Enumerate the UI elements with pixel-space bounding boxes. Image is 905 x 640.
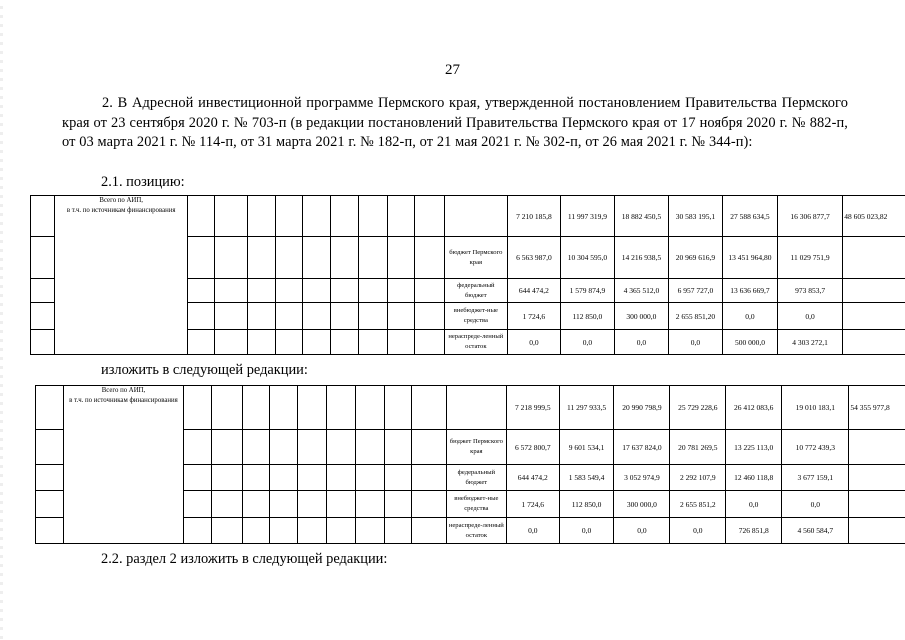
value-cell: 4 303 272,1 (777, 330, 842, 355)
value-cell: 1 724,6 (506, 491, 559, 518)
section-label: 2.2. раздел 2 изложить в следующей редакции: (101, 551, 388, 567)
table-cell (355, 491, 384, 518)
value-cell: 10 304 595,0 (560, 237, 614, 279)
table-cell (269, 491, 297, 518)
value-cell: 0,0 (506, 518, 559, 544)
value-cell: 6 572 800,7 (506, 430, 559, 465)
table-cell (411, 465, 446, 491)
table-cell (303, 196, 331, 237)
source-cell: нераспреде-ленный остаток (444, 330, 507, 355)
value-cell: 4 365 512,0 (614, 279, 668, 303)
table-cell (411, 386, 446, 430)
table-cell (303, 303, 331, 330)
value-cell: 500 000,0 (722, 330, 777, 355)
table-cell (269, 430, 297, 465)
value-cell: 2 655 851,2 (670, 491, 726, 518)
table-cell (387, 303, 415, 330)
source-cell: бюджет Пермского края (446, 430, 506, 465)
table-cell (36, 386, 64, 430)
table-cell (411, 518, 446, 544)
table-cell (187, 303, 215, 330)
value-cell: 1 724,6 (507, 303, 560, 330)
source-cell (446, 386, 506, 430)
table-cell (31, 237, 55, 279)
table-cell (36, 465, 64, 491)
table-cell (215, 303, 248, 330)
table-cell (36, 430, 64, 465)
value-cell: 973 853,7 (777, 279, 842, 303)
value-cell: 13 225 113,0 (726, 430, 782, 465)
table-cell (215, 196, 248, 237)
table-cell (849, 465, 905, 491)
value-cell: 11 997 319,9 (560, 196, 614, 237)
value-cell: 0,0 (668, 330, 722, 355)
table-cell (355, 465, 384, 491)
table-cell (359, 279, 388, 303)
new-edition-label: изложить в следующей редакции: (101, 362, 308, 378)
table-cell (31, 303, 55, 330)
value-cell: 4 560 584,7 (782, 518, 849, 544)
table-cell (187, 279, 215, 303)
table-cell (248, 279, 276, 303)
value-cell: 0,0 (614, 518, 670, 544)
table-cell (248, 196, 276, 237)
table-cell (211, 491, 242, 518)
value-cell: 20 990 798,9 (614, 386, 670, 430)
value-cell: 14 216 938,5 (614, 237, 668, 279)
table-cell (359, 330, 388, 355)
value-cell: 644 474,2 (506, 465, 559, 491)
position-label: 2.1. позицию: (101, 174, 185, 190)
value-cell: 0,0 (777, 303, 842, 330)
table-cell (303, 330, 331, 355)
table-cell (242, 465, 269, 491)
value-cell: 25 729 228,6 (670, 386, 726, 430)
table-cell (248, 237, 276, 279)
table-cell (411, 491, 446, 518)
value-cell: 10 772 439,3 (782, 430, 849, 465)
table-cell (384, 386, 411, 430)
table-cell (355, 386, 384, 430)
new-position-table (35, 385, 905, 544)
table-cell (187, 237, 215, 279)
source-cell (444, 196, 507, 237)
table-cell (330, 279, 359, 303)
table-cell (326, 491, 355, 518)
table-cell (242, 491, 269, 518)
value-cell: 726 851,8 (726, 518, 782, 544)
table-row (31, 196, 905, 237)
table-cell (269, 465, 297, 491)
table-row (36, 386, 905, 430)
intro-paragraph: 2. В Адресной инвестиционной программе Пермского края, утвержденной постановлением Правительства Пермского края от 23 сентября 2020 г. № 703-п (в редакции постановлений Правительства Пермского края от 17 ноября 2020 г. № 882-п, от 03 марта 2021 г. № 114-п, от 31 марта 2021 г. № 182-п, от 21 мая 2021 г. № 302-п, от 26 мая 2021 г. № 344-п): (62, 95, 848, 150)
value-cell: 0,0 (722, 303, 777, 330)
total-value-cell: 54 355 977,8 (849, 386, 905, 430)
table-cell (326, 465, 355, 491)
value-cell: 112 850,0 (560, 303, 614, 330)
table-cell (384, 465, 411, 491)
table-cell (359, 196, 388, 237)
table-cell (415, 303, 445, 330)
value-cell: 0,0 (670, 518, 726, 544)
value-cell: 0,0 (507, 330, 560, 355)
table-cell (303, 279, 331, 303)
table-cell (326, 430, 355, 465)
value-cell: 30 583 195,1 (668, 196, 722, 237)
value-cell: 0,0 (614, 330, 668, 355)
table-cell (384, 491, 411, 518)
table-cell (211, 518, 242, 544)
source-cell: внебюджет-ные средства (444, 303, 507, 330)
value-cell: 2 655 851,20 (668, 303, 722, 330)
table-cell (843, 303, 905, 330)
table-cell (242, 518, 269, 544)
value-cell: 300 000,0 (614, 303, 668, 330)
table-cell (359, 303, 388, 330)
value-cell: 3 052 974,9 (614, 465, 670, 491)
value-cell: 6 563 987,0 (507, 237, 560, 279)
table-cell (184, 386, 212, 430)
table-cell (36, 491, 64, 518)
table-cell (387, 237, 415, 279)
table-cell (303, 237, 331, 279)
source-cell: федеральный бюджет (444, 279, 507, 303)
total-value-cell: 48 605 023,82 (843, 196, 905, 237)
table-cell (297, 491, 326, 518)
table-cell (275, 303, 303, 330)
value-cell: 644 474,2 (507, 279, 560, 303)
table-cell (415, 196, 445, 237)
value-cell: 17 637 824,0 (614, 430, 670, 465)
table-cell (330, 196, 359, 237)
table-cell (215, 237, 248, 279)
table-cell (215, 330, 248, 355)
table-cell (387, 279, 415, 303)
table-cell (275, 237, 303, 279)
table-cell (211, 465, 242, 491)
table-cell (384, 430, 411, 465)
table-cell (31, 279, 55, 303)
value-cell: 19 010 183,1 (782, 386, 849, 430)
table-cell (248, 303, 276, 330)
old-position-table (30, 195, 905, 355)
value-cell: 9 601 534,1 (559, 430, 614, 465)
total-description-cell: Всего по АИП, в т.ч. по источникам финансирования (63, 386, 183, 544)
value-cell: 0,0 (726, 491, 782, 518)
table-cell (242, 386, 269, 430)
table-cell (297, 465, 326, 491)
table-cell (387, 196, 415, 237)
value-cell: 26 412 083,6 (726, 386, 782, 430)
table-cell (330, 303, 359, 330)
value-cell: 20 781 269,5 (670, 430, 726, 465)
table-cell (387, 330, 415, 355)
scan-edge-artifact (0, 0, 3, 640)
table-cell (184, 465, 212, 491)
value-cell: 3 677 159,1 (782, 465, 849, 491)
table-cell (31, 330, 55, 355)
table-cell (36, 518, 64, 544)
table-cell (415, 330, 445, 355)
table-cell (211, 386, 242, 430)
value-cell: 1 579 874,9 (560, 279, 614, 303)
table-cell (411, 430, 446, 465)
table-cell (31, 196, 55, 237)
table-cell (326, 386, 355, 430)
table-cell (297, 430, 326, 465)
table-cell (275, 330, 303, 355)
table-cell (275, 279, 303, 303)
table-cell (184, 430, 212, 465)
table-cell (355, 430, 384, 465)
table-cell (843, 330, 905, 355)
table-cell (849, 491, 905, 518)
value-cell: 0,0 (560, 330, 614, 355)
table-cell (187, 196, 215, 237)
table-cell (184, 491, 212, 518)
table-cell (248, 330, 276, 355)
table-cell (843, 237, 905, 279)
table-cell (384, 518, 411, 544)
table-cell (849, 430, 905, 465)
source-cell: федеральный бюджет (446, 465, 506, 491)
table-cell (297, 518, 326, 544)
source-cell: бюджет Пермского края (444, 237, 507, 279)
source-cell: нераспреде-ленный остаток (446, 518, 506, 544)
table-cell (359, 237, 388, 279)
value-cell: 18 882 450,5 (614, 196, 668, 237)
value-cell: 112 850,0 (559, 491, 614, 518)
value-cell: 7 218 999,5 (506, 386, 559, 430)
value-cell: 20 969 616,9 (668, 237, 722, 279)
source-cell: внебюджет-ные средства (446, 491, 506, 518)
table-cell (330, 330, 359, 355)
table-cell (242, 430, 269, 465)
value-cell: 7 210 185,8 (507, 196, 560, 237)
table-cell (330, 237, 359, 279)
table-cell (184, 518, 212, 544)
table-cell (297, 386, 326, 430)
table-cell (415, 279, 445, 303)
value-cell: 27 588 634,5 (722, 196, 777, 237)
value-cell: 12 460 118,8 (726, 465, 782, 491)
table-cell (843, 279, 905, 303)
value-cell: 11 297 933,5 (559, 386, 614, 430)
value-cell: 11 029 751,9 (777, 237, 842, 279)
value-cell: 1 583 549,4 (559, 465, 614, 491)
table-cell (355, 518, 384, 544)
value-cell: 16 306 877,7 (777, 196, 842, 237)
table-cell (211, 430, 242, 465)
table-cell (275, 196, 303, 237)
value-cell: 0,0 (782, 491, 849, 518)
value-cell: 13 636 669,7 (722, 279, 777, 303)
page-number: 27 (445, 62, 460, 78)
total-description-cell: Всего по АИП, в т.ч. по источникам финансирования (55, 196, 187, 355)
value-cell: 300 000,0 (614, 491, 670, 518)
value-cell: 6 957 727,0 (668, 279, 722, 303)
table-cell (187, 330, 215, 355)
table-cell (849, 518, 905, 544)
value-cell: 2 292 107,9 (670, 465, 726, 491)
table-cell (215, 279, 248, 303)
table-cell (415, 237, 445, 279)
table-cell (269, 386, 297, 430)
table-cell (326, 518, 355, 544)
table-cell (269, 518, 297, 544)
value-cell: 13 451 964,80 (722, 237, 777, 279)
value-cell: 0,0 (559, 518, 614, 544)
